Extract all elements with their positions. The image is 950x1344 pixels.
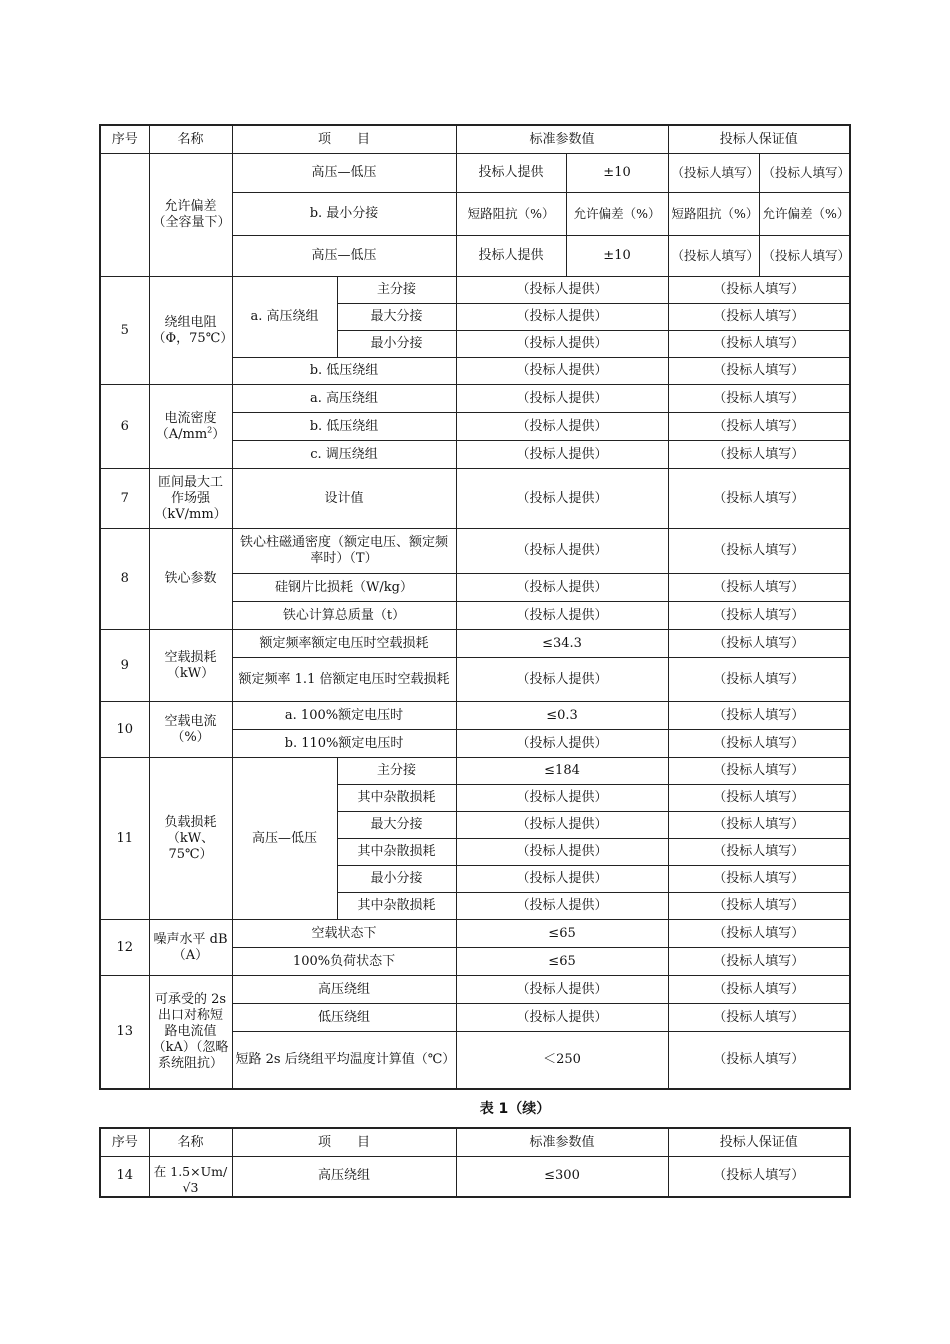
cell-bid: （投标人填写）: [668, 277, 850, 304]
parameter-table: [99, 124, 851, 1090]
cell-seq: 6: [100, 385, 149, 469]
cell-sub: 主分接: [337, 277, 456, 304]
cell-std: （投标人提供）: [456, 529, 668, 574]
cell-seq: 7: [100, 469, 149, 529]
header-row: [100, 125, 850, 154]
cell-std: （投标人提供）: [456, 441, 668, 469]
cell-bid: （投标人填写）: [668, 893, 850, 920]
cell-bid: （投标人填写）: [668, 630, 850, 658]
cell-std: ≤65: [456, 920, 668, 948]
cell-seq: 11: [100, 758, 149, 920]
cell-sub: 最小分接: [337, 331, 456, 358]
cell-item: 额定频率额定电压时空载损耗: [232, 630, 456, 658]
cell-seq: 8: [100, 529, 149, 630]
header-name: 名称: [149, 125, 232, 154]
cell-item: a. 高压绕组: [232, 385, 456, 413]
cell-std: ＜250: [456, 1032, 668, 1089]
header-std: 标准参数值: [456, 125, 668, 154]
cell-bid: 允许偏差（%）: [759, 193, 850, 236]
cell-std: （投标人提供）: [456, 730, 668, 758]
cell-bid: （投标人填写）: [759, 154, 850, 193]
cell-sub: 最小分接: [337, 866, 456, 893]
cell-item: 空载状态下: [232, 920, 456, 948]
header-std: 标准参数值: [456, 1128, 668, 1157]
cell-bid: （投标人填写）: [668, 304, 850, 331]
cell-sub: 最大分接: [337, 304, 456, 331]
cell-bid: （投标人填写）: [668, 385, 850, 413]
cell-std: ≤300: [456, 1157, 668, 1197]
cell-std: （投标人提供）: [456, 277, 668, 304]
name-close: ）: [212, 426, 226, 442]
cell-item: 铁心柱磁通密度（额定电压、额定频率时）（T）: [232, 529, 456, 574]
cell-sub: 其中杂散损耗: [337, 785, 456, 812]
cell-name: 绕组电阻（Φ，75℃）: [149, 277, 232, 385]
cell-item: b. 低压绕组: [232, 413, 456, 441]
table-row: [100, 630, 850, 658]
cell-item: c. 调压绕组: [232, 441, 456, 469]
cell-std: （投标人提供）: [456, 602, 668, 630]
cell-bid: （投标人填写）: [668, 920, 850, 948]
cell-std: ≤34.3: [456, 630, 668, 658]
header-seq: 序号: [100, 1128, 149, 1157]
table-row: [100, 976, 850, 1004]
header-item: 项 目: [232, 125, 456, 154]
cell-item: 硅钢片比损耗（W/kg）: [232, 574, 456, 602]
cell-std: （投标人提供）: [456, 839, 668, 866]
cell-seq: 12: [100, 920, 149, 976]
continued-table-title: 表 1（续）: [479, 1101, 551, 1117]
cell-seq: 14: [100, 1157, 149, 1197]
cell-bid: （投标人填写）: [668, 574, 850, 602]
cell-std: 投标人提供: [456, 154, 566, 193]
cell-item: 额定频率 1.1 倍额定电压时空载损耗: [232, 658, 456, 702]
cell-name: 在 1.5×Um/√3: [149, 1157, 232, 1197]
cell-std: 投标人提供: [456, 236, 566, 277]
cell-item: 高压绕组: [232, 1157, 456, 1197]
header-item: 项 目: [232, 1128, 456, 1157]
header-seq: 序号: [100, 125, 149, 154]
cell-std: （投标人提供）: [456, 785, 668, 812]
cell-std: （投标人提供）: [456, 1004, 668, 1032]
cell-bid: （投标人填写）: [668, 602, 850, 630]
cell-bid: （投标人填写）: [668, 948, 850, 976]
cell-name: [149, 385, 232, 469]
cell-bid: （投标人填写）: [668, 866, 850, 893]
cell-seq: 5: [100, 277, 149, 385]
cell-std: （投标人提供）: [456, 658, 668, 702]
table-row: [100, 529, 850, 574]
cell-std: （投标人提供）: [456, 358, 668, 385]
cell-seq: 13: [100, 976, 149, 1089]
cell-std: （投标人提供）: [456, 331, 668, 358]
cell-bid: （投标人填写）: [668, 469, 850, 529]
cell-seq: 10: [100, 702, 149, 758]
table-row: [100, 1157, 850, 1197]
cell-bid: （投标人填写）: [668, 1157, 850, 1197]
cell-name: 噪声水平 dB（A）: [149, 920, 232, 976]
cell-std: （投标人提供）: [456, 893, 668, 920]
cell-bid: （投标人填写）: [668, 812, 850, 839]
cell-item: 高压—低压: [232, 154, 456, 193]
cell-std: （投标人提供）: [456, 574, 668, 602]
header-name: 名称: [149, 1128, 232, 1157]
cell-item: b. 最小分接: [232, 193, 456, 236]
cell-seq-empty: [100, 154, 149, 277]
cell-std: 允许偏差（%）: [566, 193, 668, 236]
cell-item: a. 100%额定电压时: [232, 702, 456, 730]
cell-sub: 最大分接: [337, 812, 456, 839]
cell-name: 允许偏差（全容量下）: [149, 154, 232, 277]
table-row: [100, 385, 850, 413]
cell-std: ≤184: [456, 758, 668, 785]
cell-item: 设计值: [232, 469, 456, 529]
cell-std: ≤0.3: [456, 702, 668, 730]
cell-std: （投标人提供）: [456, 304, 668, 331]
cell-bid: （投标人填写）: [668, 1004, 850, 1032]
cell-bid: （投标人填写）: [759, 236, 850, 277]
cell-std: 短路阻抗（%）: [456, 193, 566, 236]
cell-std: （投标人提供）: [456, 812, 668, 839]
cell-name: 负载损耗（kW、75℃）: [149, 758, 232, 920]
cell-bid: （投标人填写）: [668, 758, 850, 785]
cell-bid: （投标人填写）: [668, 236, 759, 277]
cell-bid: （投标人填写）: [668, 441, 850, 469]
cell-item: 高压—低压: [232, 236, 456, 277]
cell-name: 可承受的 2s 出口对称短路电流值（kA）（忽略系统阻抗）: [149, 976, 232, 1089]
table-row: [100, 469, 850, 529]
cell-item: 铁心计算总质量（t）: [232, 602, 456, 630]
cell-bid: （投标人填写）: [668, 976, 850, 1004]
table-row: [100, 920, 850, 948]
cell-item: 短路 2s 后绕组平均温度计算值（℃）: [232, 1032, 456, 1089]
cell-bid: （投标人填写）: [668, 1032, 850, 1089]
parameter-table-continued: [99, 1127, 851, 1198]
cell-item: 高压绕组: [232, 976, 456, 1004]
table-row: [100, 758, 850, 785]
name-sup: 2: [207, 425, 213, 435]
header-row: [100, 1128, 850, 1157]
cell-std: （投标人提供）: [456, 413, 668, 441]
cell-item: b. 低压绕组: [232, 358, 456, 385]
cell-item: a. 高压绕组: [232, 277, 337, 358]
cell-sub: 主分接: [337, 758, 456, 785]
cell-std: ±10: [566, 236, 668, 277]
cell-std: ±10: [566, 154, 668, 193]
cell-item: 高压—低压: [232, 758, 337, 920]
cell-bid: （投标人填写）: [668, 358, 850, 385]
cell-name: 匝间最大工作场强（kV/mm）: [149, 469, 232, 529]
name-text: 电流密度: [164, 410, 217, 426]
cell-name: 空载电流（%）: [149, 702, 232, 758]
cell-bid: （投标人填写）: [668, 730, 850, 758]
header-bidder: 投标人保证值: [668, 125, 850, 154]
cell-bid: （投标人填写）: [668, 413, 850, 441]
cell-std: （投标人提供）: [456, 469, 668, 529]
table-row: [100, 154, 850, 193]
cell-name: 空载损耗（kW）: [149, 630, 232, 702]
cell-bid: （投标人填写）: [668, 154, 759, 193]
cell-bid: （投标人填写）: [668, 839, 850, 866]
cell-item: 低压绕组: [232, 1004, 456, 1032]
cell-std: （投标人提供）: [456, 976, 668, 1004]
cell-std: ≤65: [456, 948, 668, 976]
cell-item: 100%负荷状态下: [232, 948, 456, 976]
cell-std: （投标人提供）: [456, 866, 668, 893]
table-row: [100, 702, 850, 730]
cell-bid: 短路阻抗（%）: [668, 193, 759, 236]
header-bidder: 投标人保证值: [668, 1128, 850, 1157]
cell-sub: 其中杂散损耗: [337, 839, 456, 866]
table-row: [100, 277, 850, 304]
cell-seq: 9: [100, 630, 149, 702]
cell-sub: 其中杂散损耗: [337, 893, 456, 920]
cell-bid: （投标人填写）: [668, 702, 850, 730]
cell-bid: （投标人填写）: [668, 331, 850, 358]
cell-bid: （投标人填写）: [668, 658, 850, 702]
name-unit: （A/mm: [155, 426, 208, 442]
cell-std: （投标人提供）: [456, 385, 668, 413]
cell-name: 铁心参数: [149, 529, 232, 630]
cell-bid: （投标人填写）: [668, 785, 850, 812]
cell-item: b. 110%额定电压时: [232, 730, 456, 758]
cell-bid: （投标人填写）: [668, 529, 850, 574]
